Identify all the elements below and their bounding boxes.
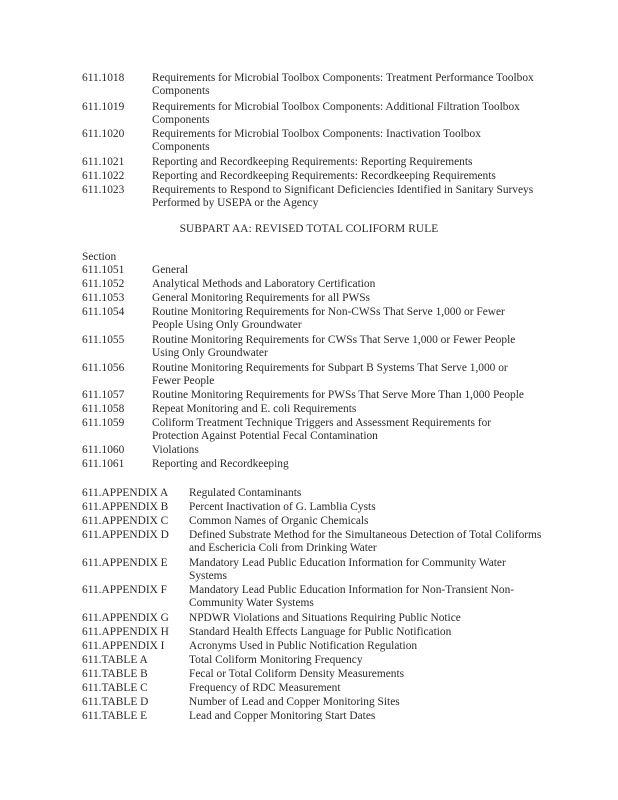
section-number: 611.TABLE A: [82, 654, 148, 666]
section-title: Analytical Methods and Laboratory Certification: [152, 278, 376, 290]
section-title: Reporting and Recordkeeping Requirements: Recordkeeping Requirements: [152, 170, 496, 182]
section-number: 611.TABLE B: [82, 668, 148, 680]
section-title: Percent Inactivation of G. Lamblia Cysts: [189, 501, 376, 513]
section-title: Reporting and Recordkeeping: [152, 458, 289, 470]
section-number: 611.1060: [82, 444, 125, 456]
section-title: General: [152, 264, 189, 276]
section-title: Requirements for Microbial Toolbox Components: Treatment Performance Toolbox Components: [152, 72, 534, 98]
section-title: Violations: [152, 444, 199, 456]
section-title: Repeat Monitoring and E. coli Requirements: [152, 403, 357, 415]
section-number: 611.1019: [82, 101, 125, 113]
section-title: Routine Monitoring Requirements for PWSs That Serve More Than 1,000 People: [152, 389, 524, 401]
section-number: 611.APPENDIX H: [82, 626, 169, 638]
section-number: 611.1021: [82, 156, 125, 168]
section-title: Routine Monitoring Requirements for Non-CWSs That Serve 1,000 or Fewer People Using Only Groundwater: [152, 306, 505, 332]
section-title: Total Coliform Monitoring Frequency: [189, 654, 363, 666]
section-title: Requirements to Respond to Significant Deficiencies Identified in Sanitary Surveys Performed by USEPA or the Agency: [152, 184, 534, 210]
section-title: Standard Health Effects Language for Public Notification: [189, 626, 452, 638]
section-number: 611.1051: [82, 264, 125, 276]
section-number: 611.1061: [82, 458, 125, 470]
section-number: 611.1052: [82, 278, 125, 290]
section-title: Coliform Treatment Technique Triggers and Assessment Requirements for Protection Against Potential Fecal Contamination: [152, 417, 492, 443]
section-title: Defined Substrate Method for the Simultaneous Detection of Total Coliforms and Eschericia Coli from Drinking Water: [189, 529, 542, 555]
section-title: Common Names of Organic Chemicals: [189, 515, 369, 527]
section-number: 611.1054: [82, 306, 125, 318]
section-number: 611.1018: [82, 72, 125, 84]
section-title: Reporting and Recordkeeping Requirements: Reporting Requirements: [152, 156, 473, 168]
section-title: Routine Monitoring Requirements for CWSs That Serve 1,000 or Fewer People Using Only Groundwater: [152, 334, 516, 360]
section-number: 611.1020: [82, 128, 125, 140]
section-number: 611.1056: [82, 362, 125, 374]
section-number: 611.APPENDIX A: [82, 487, 169, 499]
section-title: Requirements for Microbial Toolbox Components: Additional Filtration Toolbox Components: [152, 101, 520, 127]
section-number: 611.APPENDIX G: [82, 612, 169, 624]
section-title: Mandatory Lead Public Education Information for Non-Transient Non-Community Water Systems: [189, 584, 515, 610]
section-number: 611.TABLE D: [82, 696, 149, 708]
section-title: Acronyms Used in Public Notification Regulation: [189, 640, 418, 652]
section-number: 611.APPENDIX D: [82, 529, 169, 541]
section-number: 611.1022: [82, 170, 125, 182]
section-number: 611.1059: [82, 417, 125, 429]
section-number: 611.APPENDIX C: [82, 515, 169, 527]
section-number: 611.TABLE C: [82, 682, 148, 694]
section-number: 611.1053: [82, 292, 125, 304]
section-title: Routine Monitoring Requirements for Subpart B Systems That Serve 1,000 or Fewer People: [152, 362, 508, 388]
section-number: 611.APPENDIX B: [82, 501, 169, 513]
section-title: Lead and Copper Monitoring Start Dates: [189, 710, 376, 722]
section-title: General Monitoring Requirements for all PWSs: [152, 292, 370, 304]
section-number: 611.1023: [82, 184, 125, 196]
section-title: Frequency of RDC Measurement: [189, 682, 341, 694]
section-title: Requirements for Microbial Toolbox Components: Inactivation Toolbox Components: [152, 128, 481, 154]
section-number: 611.1055: [82, 334, 125, 346]
section-number: 611.TABLE E: [82, 710, 148, 722]
section-title: Mandatory Lead Public Education Information for Community Water Systems: [189, 557, 506, 583]
section-title: Fecal or Total Coliform Density Measurements: [189, 668, 405, 680]
section-number: 611.APPENDIX F: [82, 584, 168, 596]
section-title: Number of Lead and Copper Monitoring Sites: [189, 696, 400, 708]
subpart-heading: SUBPART AA: REVISED TOTAL COLIFORM RULE: [179, 223, 439, 235]
section-number: 611.APPENDIX I: [82, 640, 165, 652]
section-number: 611.APPENDIX E: [82, 557, 168, 569]
section-column-label: Section: [82, 251, 117, 263]
section-number: 611.1058: [82, 403, 125, 415]
section-number: 611.1057: [82, 389, 125, 401]
section-title: Regulated Contaminants: [189, 487, 302, 499]
section-title: NPDWR Violations and Situations Requiring Public Notice: [189, 612, 461, 624]
